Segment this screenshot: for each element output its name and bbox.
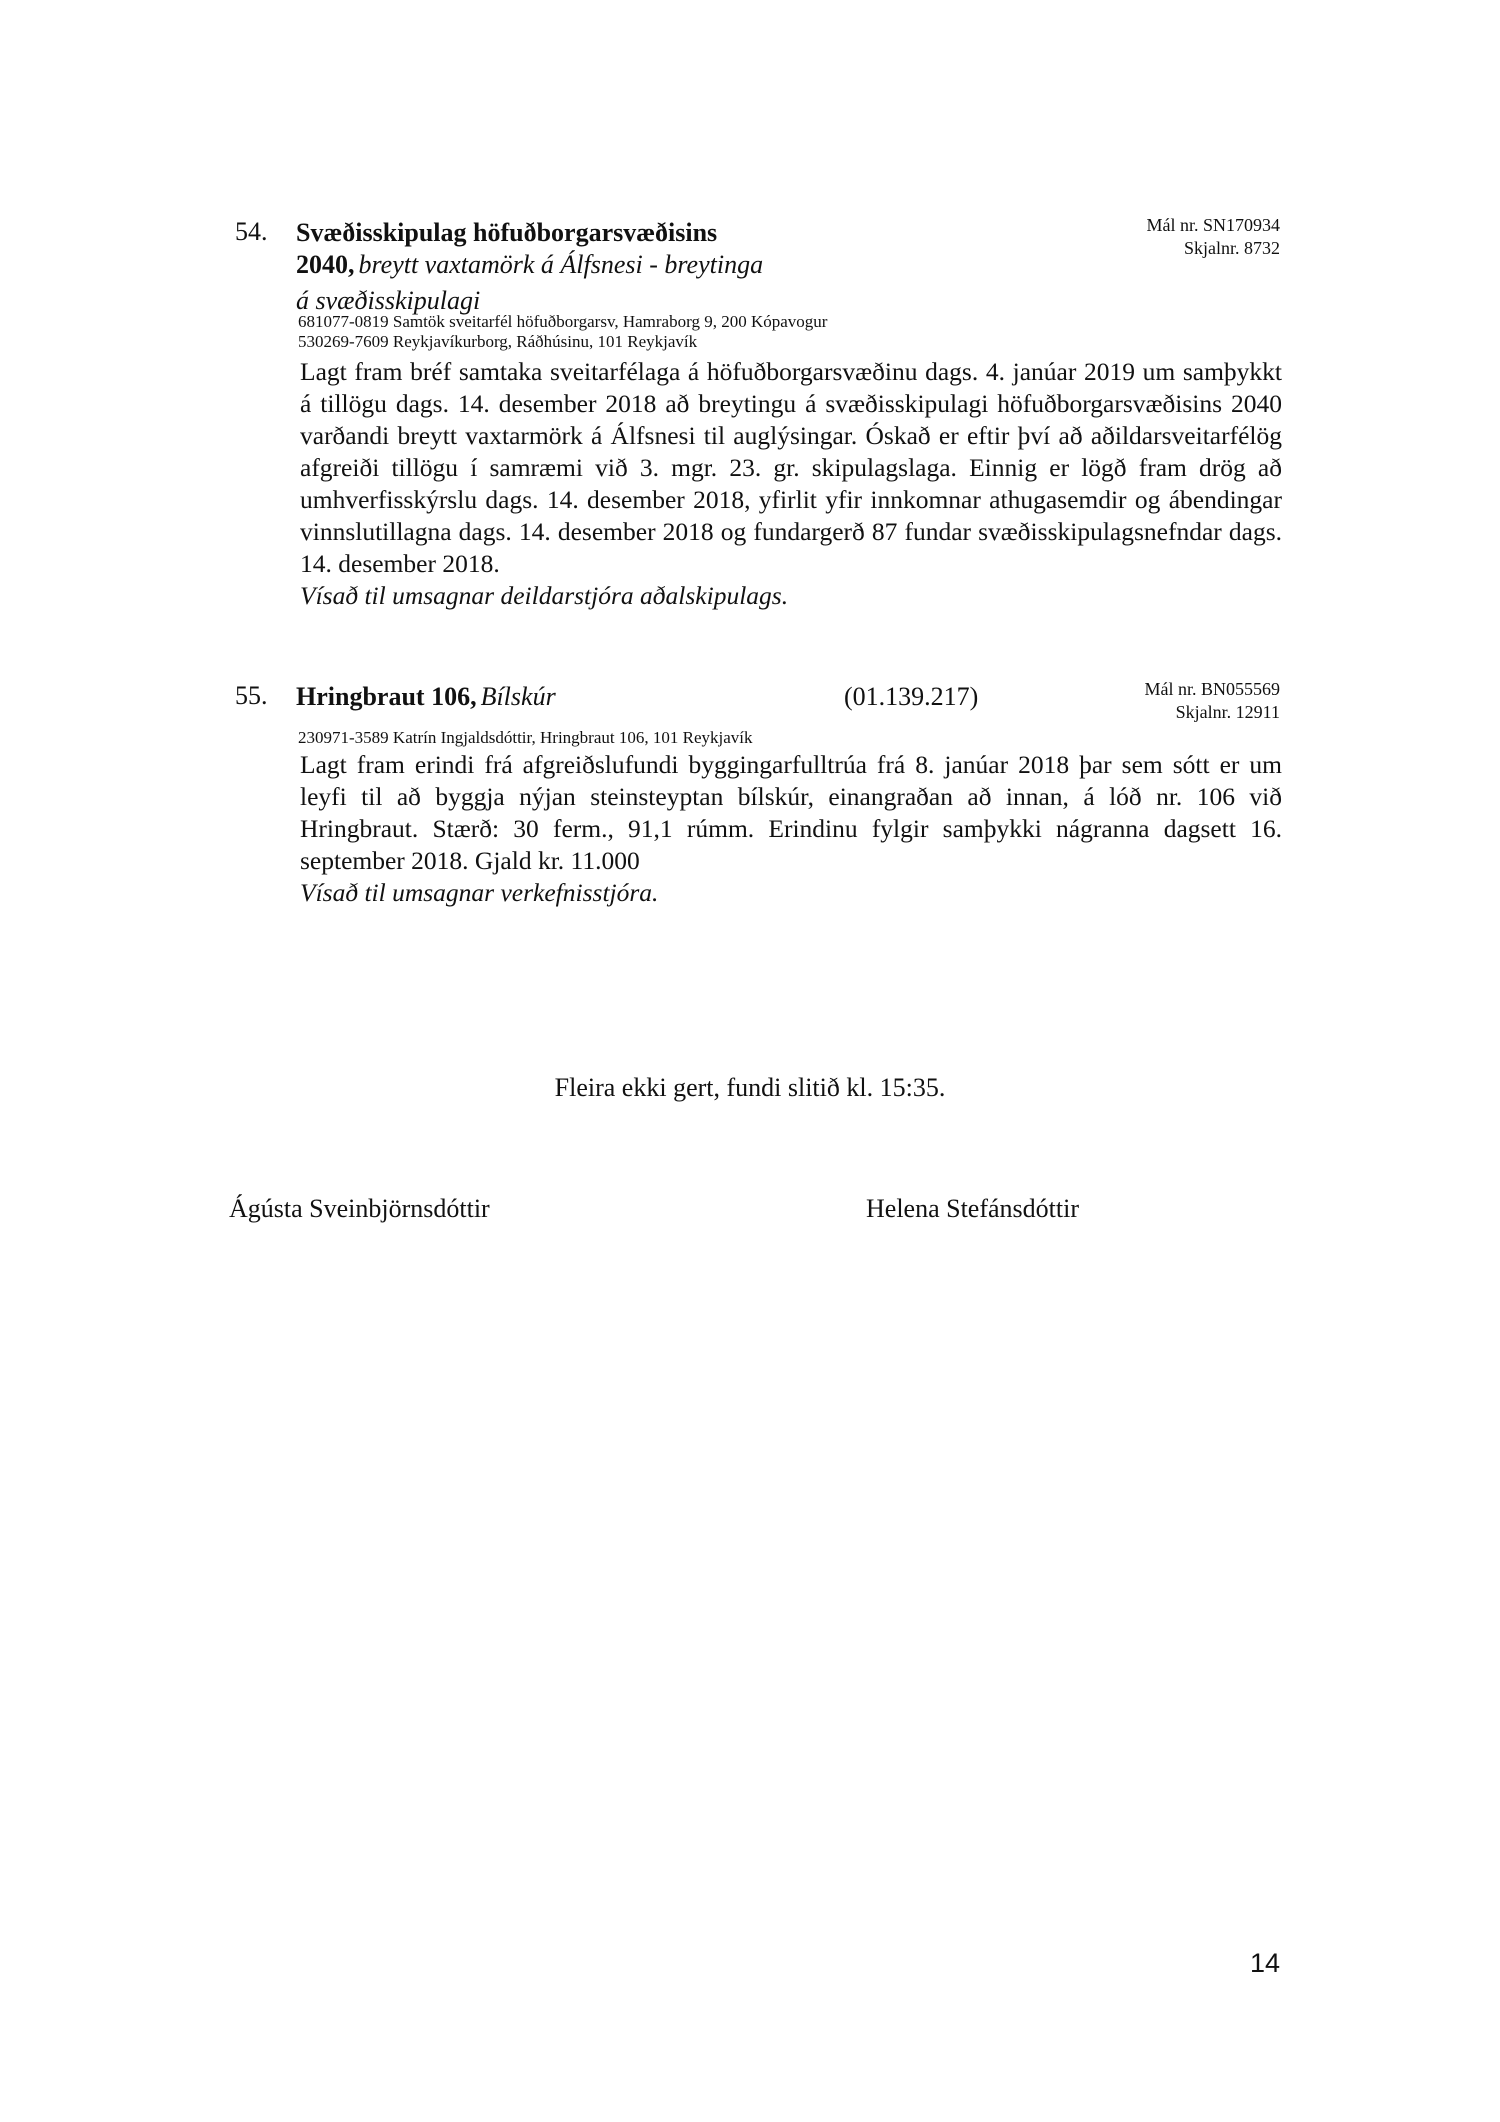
parties-list — [298, 728, 752, 748]
case-number: Mál nr. BN055569 — [1144, 679, 1280, 699]
closing-statement: Fleira ekki gert, fundi slitið kl. 15:35. — [554, 1073, 946, 1102]
item-number: 54. — [235, 217, 268, 246]
document-number: Skjalnr. 8732 — [1183, 238, 1280, 258]
item-decision: Vísað til umsagnar verkefnisstjóra. — [300, 878, 659, 907]
party-entry: 530269-7609 Reykjavíkurborg, Ráðhúsinu, 101 Reykjavík — [298, 332, 698, 351]
item-title — [296, 681, 556, 717]
parties-list — [298, 312, 827, 352]
item-title-italic: Bílskúr — [480, 682, 556, 711]
case-reference — [980, 214, 1280, 260]
item-body — [300, 749, 1282, 909]
item-body — [300, 356, 1282, 612]
document-number: Skjalnr. 12911 — [1175, 702, 1280, 722]
party-entry: 681077-0819 Samtök sveitarfél höfuðborgarsv, Hamraborg 9, 200 Kópavogur — [298, 312, 828, 331]
item-number: 55. — [235, 681, 268, 710]
page-number: 14 — [1249, 1948, 1280, 1978]
item-body-text: Lagt fram erindi frá afgreiðslufundi byggingarfulltrúa frá 8. janúar 2018 þar sem sótt er um leyfi til að byggja nýjan steinsteyptan bílskúr, einangraðan að innan, á lóð nr. 106 við Hringbraut. Stærð: 30 ferm., 91,1 rúmm. Erindinu fylgir samþykki nágranna dagsett 16. september 2018. Gjald kr. 11.000 — [300, 750, 1282, 875]
signature-name: Helena Stefánsdóttir — [866, 1194, 1079, 1223]
item-title-bold: Hringbraut 106, — [296, 682, 477, 711]
party-entry: 230971-3589 Katrín Ingjaldsdóttir, Hringbraut 106, 101 Reykjavík — [298, 728, 753, 747]
case-reference — [980, 678, 1280, 724]
item-title-bold: Svæðisskipulag höfuðborgarsvæðisins — [296, 218, 718, 247]
item-decision: Vísað til umsagnar deildarstjóra aðalskipulags. — [300, 581, 789, 610]
item-title-italic: breytt vaxtamörk á Álfsnesi - breytinga — [358, 250, 764, 279]
land-number: (01.139.217) — [844, 682, 979, 711]
item-title-bold-2: 2040, — [296, 250, 355, 279]
signature-name: Ágústa Sveinbjörnsdóttir — [229, 1194, 490, 1223]
item-body-text: Lagt fram bréf samtaka sveitarfélaga á höfuðborgarsvæðinu dags. 4. janúar 2019 um samþykkt á tillögu dags. 14. desember 2018 að breytingu á svæðisskipulagi höfuðborgarsvæðisins 2040 varðandi breytt vaxtarmörk á Álfsnesi til auglýsingar. Óskað er eftir því að aðildarsveitarfélög afgreiði tillögu í samræmi við 3. mgr. 23. gr. skipulagslaga. Einnig er lögð fram drög að umhverfisskýrslu dags. 14. desember 2018, yfirlit yfir innkomnar athugasemdir og ábendingar vinnslutillagna dags. 14. desember 2018 og fundargerð 87 fundar svæðisskipulagsnefndar dags. 14. desember 2018. — [300, 357, 1282, 578]
item-title-italic-2: á svæðisskipulagi — [296, 286, 481, 315]
item-title — [296, 217, 856, 317]
case-number: Mál nr. SN170934 — [1146, 215, 1280, 235]
